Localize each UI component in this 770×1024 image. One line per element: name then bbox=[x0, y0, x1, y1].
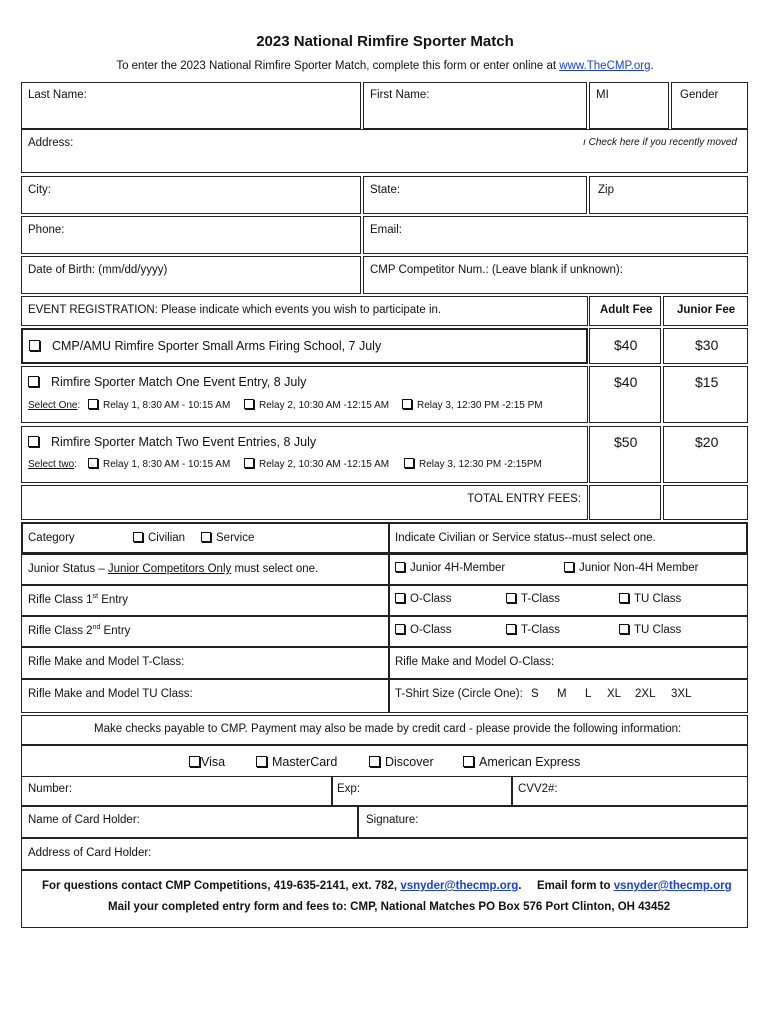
fee-cell: $30 bbox=[663, 328, 748, 364]
amex-option[interactable]: American Express bbox=[463, 755, 580, 769]
rifle-class-1-row: Rifle Class 1st Entry bbox=[21, 585, 390, 616]
size-option[interactable]: M bbox=[557, 688, 567, 700]
make-o-class-field[interactable]: Rifle Make and Model O-Class: bbox=[388, 647, 748, 679]
moved-checkbox[interactable]: ı Check here if you recently moved bbox=[583, 137, 737, 148]
contact-email-link[interactable]: vsnyder@thecmp.org bbox=[400, 880, 519, 892]
tshirt-size-field: T-Shirt Size (Circle One): S M L XL 2XL 3XL bbox=[388, 679, 748, 713]
page-title: 2023 National Rimfire Sporter Match bbox=[256, 33, 514, 50]
size-option[interactable]: 2XL bbox=[635, 688, 656, 700]
size-option[interactable]: L bbox=[585, 688, 592, 700]
fee-cell: $15 bbox=[663, 366, 748, 423]
rifle-class-1-options bbox=[388, 585, 748, 616]
card-holder-address-field[interactable]: Address of Card Holder: bbox=[21, 838, 748, 870]
first-name-field[interactable]: First Name: bbox=[363, 82, 587, 129]
relay-option[interactable]: Relay 1, 8:30 AM - 10:15 AM bbox=[88, 459, 230, 470]
size-option[interactable]: S bbox=[531, 688, 539, 700]
service-option[interactable]: Service bbox=[201, 532, 254, 544]
junior-non-4h-option[interactable]: Junior Non-4H Member bbox=[564, 562, 699, 574]
event-one-entry[interactable]: Rimfire Sporter Match One Event Entry, 8 July Select One: Relay 1, 8:30 AM - 10:15 AM Relay 2, 10:30 AM -12:15 AM Relay 3, 12:30 PM -2:15 PM bbox=[21, 366, 588, 423]
fee-cell: $20 bbox=[663, 426, 748, 483]
card-holder-field[interactable]: Name of Card Holder: bbox=[21, 806, 358, 838]
category-note: Indicate Civilian or Service status--must select one. bbox=[388, 522, 748, 554]
event-firing-school[interactable]: CMP/AMU Rimfire Sporter Small Arms Firing School, 7 July bbox=[21, 328, 588, 364]
fee-cell: $40 bbox=[589, 366, 661, 423]
card-cvv-field[interactable]: CVV2#: bbox=[512, 776, 748, 806]
relay-option[interactable]: Relay 3, 12:30 PM -2:15PM bbox=[404, 459, 542, 470]
dob-field[interactable]: Date of Birth: (mm/dd/yyyy) bbox=[21, 256, 361, 294]
checkbox-icon[interactable] bbox=[28, 376, 39, 387]
junior-status-row: Junior Status – Junior Competitors Only must select one. bbox=[21, 554, 390, 585]
mi-field[interactable]: MI bbox=[589, 82, 669, 129]
make-tu-class-field[interactable]: Rifle Make and Model TU Class: bbox=[21, 679, 390, 713]
zip-field[interactable]: Zip bbox=[589, 176, 748, 214]
junior-options bbox=[388, 554, 748, 585]
total-junior-field[interactable] bbox=[663, 485, 748, 520]
checkbox-icon[interactable] bbox=[28, 436, 39, 447]
phone-field[interactable]: Phone: bbox=[21, 216, 361, 254]
visa-option[interactable]: Visa bbox=[189, 755, 225, 769]
fee-cell: $50 bbox=[589, 426, 661, 483]
tu-class-option[interactable]: TU Class bbox=[619, 624, 681, 636]
gender-field[interactable]: Gender bbox=[671, 82, 748, 129]
last-name-field[interactable]: Last Name: bbox=[21, 82, 361, 129]
make-t-class-field[interactable]: Rifle Make and Model T-Class: bbox=[21, 647, 390, 679]
size-option[interactable]: 3XL bbox=[671, 688, 692, 700]
address-field[interactable]: Address: ı Check here if you recently moved bbox=[21, 129, 748, 173]
fee-cell: $40 bbox=[589, 328, 661, 364]
footer-box: For questions contact CMP Competitions, 419-635-2141, ext. 782, vsnyder@thecmp.org. Email form to vsnyder@thecmp.org Mail your completed entry form and fees to: CMP, National Matches PO Box 576 Port Clinton, OH 43452 bbox=[21, 870, 748, 928]
tu-class-option[interactable]: TU Class bbox=[619, 593, 681, 605]
card-type-row bbox=[21, 745, 748, 778]
email-field[interactable]: Email: bbox=[363, 216, 748, 254]
civilian-option[interactable]: Civilian bbox=[133, 532, 185, 544]
mastercard-option[interactable]: MasterCard bbox=[256, 755, 337, 769]
o-class-option[interactable]: O-Class bbox=[395, 593, 452, 605]
o-class-option[interactable]: O-Class bbox=[395, 624, 452, 636]
discover-option[interactable]: Discover bbox=[369, 755, 434, 769]
signature-field[interactable]: Signature: bbox=[358, 806, 748, 838]
total-adult-field[interactable] bbox=[589, 485, 661, 520]
rifle-class-2-row: Rifle Class 2nd Entry bbox=[21, 616, 390, 647]
size-option[interactable]: XL bbox=[607, 688, 622, 700]
relay-option[interactable]: Relay 1, 8:30 AM - 10:15 AM bbox=[88, 400, 230, 411]
relay-option[interactable]: Relay 2, 10:30 AM -12:15 AM bbox=[244, 459, 389, 470]
event-header: EVENT REGISTRATION: Please indicate which events you wish to participate in. bbox=[21, 296, 588, 326]
junior-4h-option[interactable]: Junior 4H-Member bbox=[395, 562, 505, 574]
rifle-class-2-options bbox=[388, 616, 748, 647]
cmp-website-link[interactable]: www.TheCMP.org bbox=[559, 60, 651, 72]
event-two-entries[interactable]: Rimfire Sporter Match Two Event Entries, 8 July Select two: Relay 1, 8:30 AM - 10:15 AM Relay 2, 10:30 AM -12:15 AM Relay 3, 12:30 PM -2:15PM bbox=[21, 426, 588, 483]
competitor-number-field[interactable]: CMP Competitor Num.: (Leave blank if unknown): bbox=[363, 256, 748, 294]
category-row: Category Civilian Service bbox=[21, 522, 390, 554]
checkbox-icon[interactable] bbox=[29, 340, 40, 351]
t-class-option[interactable]: T-Class bbox=[506, 624, 560, 636]
t-class-option[interactable]: T-Class bbox=[506, 593, 560, 605]
junior-fee-header: Junior Fee bbox=[663, 296, 748, 326]
adult-fee-header: Adult Fee bbox=[589, 296, 661, 326]
form-email-link[interactable]: vsnyder@thecmp.org bbox=[613, 880, 732, 892]
state-field[interactable]: State: bbox=[363, 176, 587, 214]
payment-note: Make checks payable to CMP. Payment may also be made by credit card - please provide the following information: bbox=[21, 715, 748, 745]
total-row: TOTAL ENTRY FEES: bbox=[21, 485, 588, 520]
city-field[interactable]: City: bbox=[21, 176, 361, 214]
card-number-field[interactable]: Number: bbox=[21, 776, 332, 806]
intro-text: To enter the 2023 National Rimfire Sporter Match, complete this form or enter online at www.TheCMP.org. bbox=[116, 60, 654, 72]
card-exp-field[interactable]: Exp: bbox=[332, 776, 512, 806]
relay-option[interactable]: Relay 2, 10:30 AM -12:15 AM bbox=[244, 400, 389, 411]
relay-option[interactable]: Relay 3, 12:30 PM -2:15 PM bbox=[402, 400, 543, 411]
